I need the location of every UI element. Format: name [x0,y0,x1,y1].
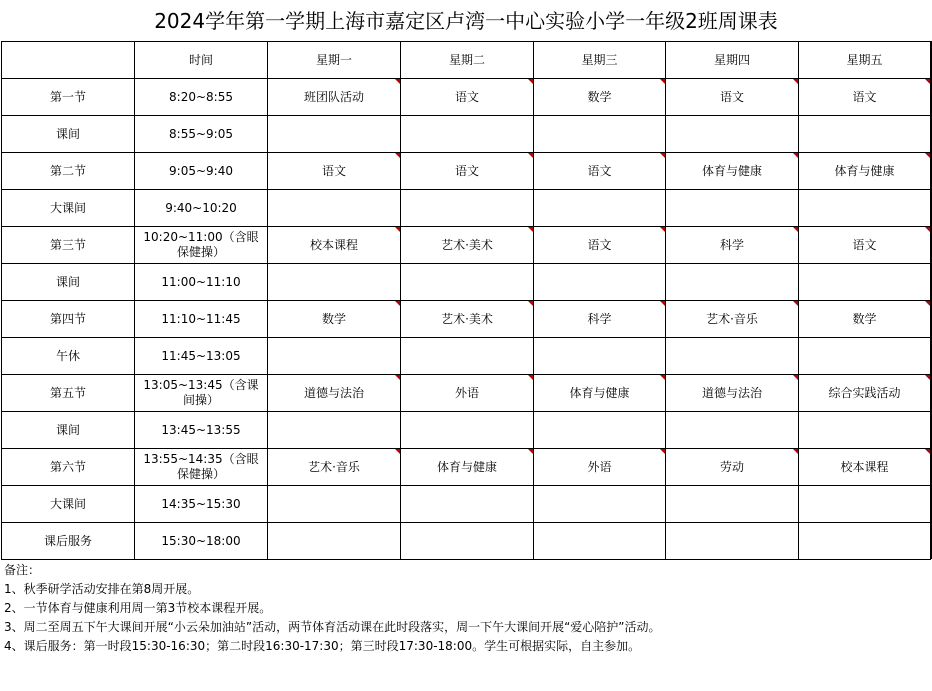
note-item: 3、周二至周五下午大课间开展“小云朵加油站”活动，两节体育活动课在此时段落实，周一下午大课间开展“爱心陪护”活动。 [4,620,661,634]
subject-cell-friday[interactable] [799,412,931,449]
subject-cell-wednesday[interactable]: 科学 [534,301,666,338]
period-label-cell[interactable]: 大课间 [2,486,135,523]
time-cell[interactable]: 11:10~11:45 [135,301,268,338]
period-label-cell[interactable]: 课后服务 [2,523,135,560]
subject-cell-thursday[interactable]: 语文 [666,79,799,116]
table-row [2,412,931,449]
subject-cell-wednesday[interactable]: 数学 [534,79,666,116]
subject-cell-wednesday[interactable]: 语文 [534,153,666,190]
subject-cell-thursday[interactable] [666,523,799,560]
header-cell-blank[interactable] [2,42,135,79]
subject-cell-thursday[interactable] [666,338,799,375]
subject-cell-wednesday[interactable] [534,190,666,227]
time-cell[interactable]: 8:55~9:05 [135,116,268,153]
timetable-grid [1,41,931,560]
subject-cell-friday[interactable] [799,338,931,375]
subject-cell-friday[interactable] [799,523,931,560]
time-cell[interactable]: 10:20~11:00（含眼保健操） [135,227,268,264]
time-cell[interactable]: 9:40~10:20 [135,190,268,227]
subject-cell-thursday[interactable]: 艺术·音乐 [666,301,799,338]
subject-cell-tuesday[interactable] [401,190,534,227]
header-row [2,42,931,79]
period-label-cell[interactable]: 第三节 [2,227,135,264]
time-cell[interactable]: 11:45~13:05 [135,338,268,375]
subject-cell-thursday[interactable] [666,486,799,523]
subject-cell-wednesday[interactable] [534,412,666,449]
subject-cell-wednesday[interactable]: 外语 [534,449,666,486]
header-cell-friday[interactable]: 星期五 [799,42,931,79]
subject-cell-friday[interactable]: 体育与健康 [799,153,931,190]
subject-cell-monday[interactable] [268,264,401,301]
subject-cell-wednesday[interactable] [534,116,666,153]
subject-cell-friday[interactable]: 校本课程 [799,449,931,486]
subject-cell-friday[interactable] [799,116,931,153]
header-cell-thursday[interactable]: 星期四 [666,42,799,79]
subject-cell-tuesday[interactable]: 外语 [401,375,534,412]
period-label-cell[interactable]: 第一节 [2,79,135,116]
subject-cell-friday[interactable] [799,190,931,227]
subject-cell-monday[interactable] [268,486,401,523]
subject-cell-monday[interactable]: 校本课程 [268,227,401,264]
table-row [2,486,931,523]
subject-cell-wednesday[interactable]: 体育与健康 [534,375,666,412]
subject-cell-monday[interactable]: 班团队活动 [268,79,401,116]
subject-cell-friday[interactable]: 综合实践活动 [799,375,931,412]
table-row [2,301,931,338]
table-row [2,375,931,412]
table-row [2,338,931,375]
subject-cell-monday[interactable] [268,116,401,153]
subject-cell-monday[interactable] [268,412,401,449]
time-cell[interactable]: 13:55~14:35（含眼保健操） [135,449,268,486]
subject-cell-thursday[interactable]: 道德与法治 [666,375,799,412]
period-label-cell[interactable]: 大课间 [2,190,135,227]
table-row [2,153,931,190]
subject-cell-tuesday[interactable]: 语文 [401,79,534,116]
subject-cell-wednesday[interactable] [534,523,666,560]
subject-cell-monday[interactable]: 道德与法治 [268,375,401,412]
period-label-cell[interactable]: 课间 [2,412,135,449]
table-row [2,79,931,116]
subject-cell-friday[interactable]: 语文 [799,79,931,116]
notes-section [4,561,661,656]
time-cell[interactable]: 15:30~18:00 [135,523,268,560]
subject-cell-thursday[interactable] [666,264,799,301]
subject-cell-thursday[interactable]: 体育与健康 [666,153,799,190]
time-cell[interactable]: 8:20~8:55 [135,79,268,116]
subject-cell-tuesday[interactable]: 体育与健康 [401,449,534,486]
note-item: 1、秋季研学活动安排在第8周开展。 [4,582,200,596]
note-item: 2、一节体育与健康利用周一第3节校本课程开展。 [4,601,272,615]
time-cell[interactable]: 9:05~9:40 [135,153,268,190]
subject-cell-thursday[interactable] [666,190,799,227]
subject-cell-thursday[interactable] [666,116,799,153]
header-cell-wednesday[interactable]: 星期三 [534,42,666,79]
notes-heading: 备注： [4,563,41,577]
header-cell-time[interactable]: 时间 [135,42,268,79]
timetable-body [2,79,931,560]
time-cell[interactable]: 14:35~15:30 [135,486,268,523]
subject-cell-monday[interactable] [268,338,401,375]
period-label-cell[interactable]: 第五节 [2,375,135,412]
note-item: 4、课后服务：第一时段15:30-16:30；第二时段16:30-17:30；第三时段17:30-18:00。学生可根据实际，自主参加。 [4,639,641,653]
period-label-cell[interactable]: 午休 [2,338,135,375]
subject-cell-friday[interactable]: 语文 [799,227,931,264]
subject-cell-tuesday[interactable]: 语文 [401,153,534,190]
period-label-cell[interactable]: 第四节 [2,301,135,338]
subject-cell-tuesday[interactable]: 艺术·美术 [401,301,534,338]
period-label-cell[interactable]: 第六节 [2,449,135,486]
header-cell-monday[interactable]: 星期一 [268,42,401,79]
table-row [2,449,931,486]
subject-cell-tuesday[interactable] [401,412,534,449]
subject-cell-monday[interactable]: 数学 [268,301,401,338]
subject-cell-tuesday[interactable] [401,338,534,375]
table-row [2,116,931,153]
subject-cell-wednesday[interactable] [534,338,666,375]
subject-cell-friday[interactable]: 数学 [799,301,931,338]
table-row [2,190,931,227]
subject-cell-monday[interactable] [268,190,401,227]
period-label-cell[interactable]: 课间 [2,264,135,301]
period-label-cell[interactable]: 第二节 [2,153,135,190]
subject-cell-thursday[interactable] [666,412,799,449]
subject-cell-wednesday[interactable] [534,264,666,301]
subject-cell-tuesday[interactable] [401,116,534,153]
time-cell[interactable]: 11:00~11:10 [135,264,268,301]
table-row [2,227,931,264]
subject-cell-thursday[interactable]: 劳动 [666,449,799,486]
subject-cell-monday[interactable] [268,523,401,560]
subject-cell-wednesday[interactable] [534,486,666,523]
time-cell[interactable]: 13:45~13:55 [135,412,268,449]
subject-cell-tuesday[interactable] [401,264,534,301]
subject-cell-monday[interactable]: 艺术·音乐 [268,449,401,486]
subject-cell-tuesday[interactable] [401,486,534,523]
subject-cell-friday[interactable] [799,264,931,301]
subject-cell-wednesday[interactable]: 语文 [534,227,666,264]
subject-cell-friday[interactable] [799,486,931,523]
header-cell-tuesday[interactable]: 星期二 [401,42,534,79]
table-row [2,264,931,301]
subject-cell-thursday[interactable]: 科学 [666,227,799,264]
subject-cell-tuesday[interactable]: 艺术·美术 [401,227,534,264]
table-row [2,523,931,560]
subject-cell-monday[interactable]: 语文 [268,153,401,190]
time-cell[interactable]: 13:05~13:45（含课间操） [135,375,268,412]
period-label-cell[interactable]: 课间 [2,116,135,153]
page-title: 2024学年第一学期上海市嘉定区卢湾一中心实验小学一年级2班周课表 [154,9,778,33]
subject-cell-tuesday[interactable] [401,523,534,560]
